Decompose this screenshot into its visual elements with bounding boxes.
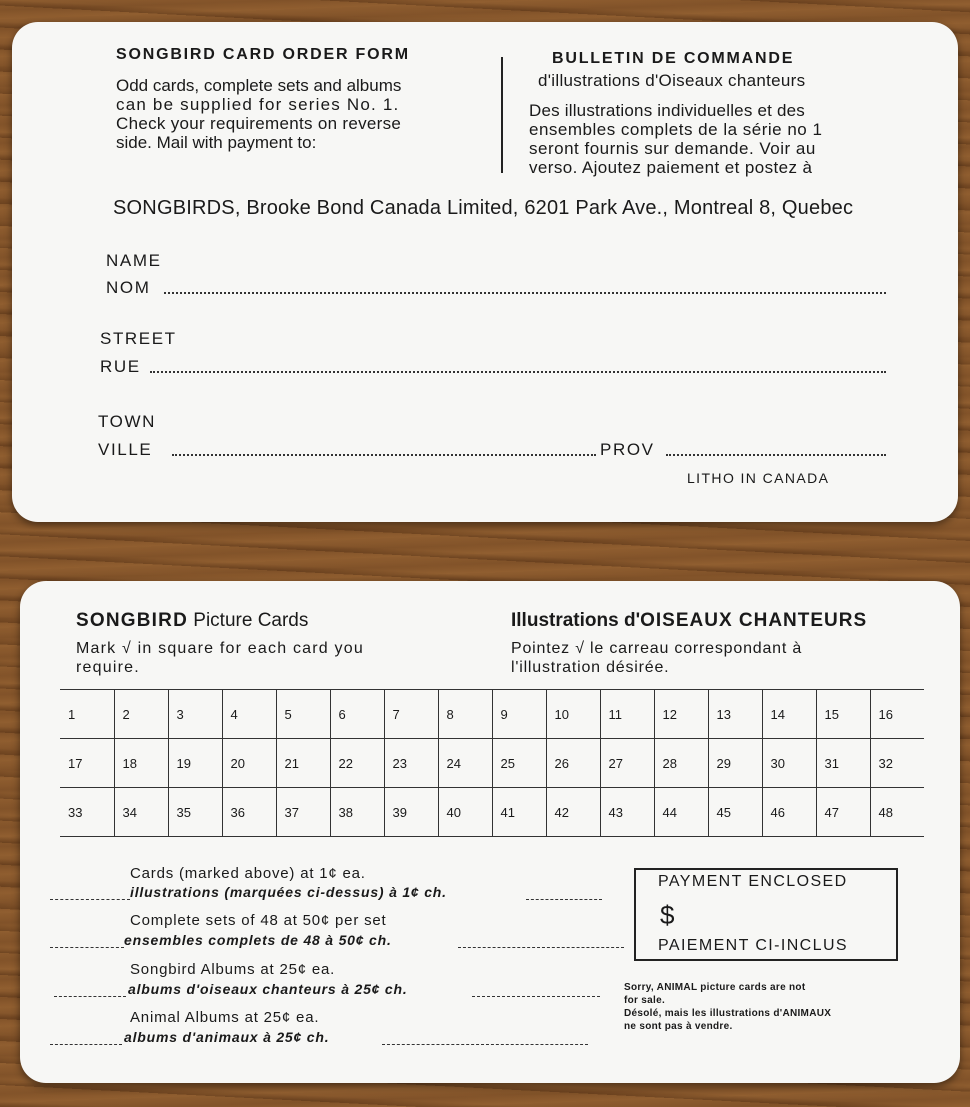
cards-total-field[interactable] bbox=[526, 899, 602, 900]
card-checkbox-16[interactable]: 16 bbox=[870, 690, 924, 739]
card-checkbox-41[interactable]: 41 bbox=[492, 788, 546, 837]
card-checkbox-5[interactable]: 5 bbox=[276, 690, 330, 739]
subheading-fr: d'illustrations d'Oiseaux chanteurs bbox=[538, 71, 806, 90]
card-checkbox-13[interactable]: 13 bbox=[708, 690, 762, 739]
card-checkbox-7[interactable]: 7 bbox=[384, 690, 438, 739]
nom-label: NOM bbox=[106, 278, 151, 297]
card-checkbox-44[interactable]: 44 bbox=[654, 788, 708, 837]
card-checkbox-28[interactable]: 28 bbox=[654, 739, 708, 788]
name-label: NAME bbox=[106, 251, 162, 270]
cards-line-fr: illustrations (marquées ci-dessus) à 1¢ ch. bbox=[130, 884, 447, 900]
note-line: Désolé, mais les illustrations d'ANIMAUX bbox=[624, 1008, 832, 1019]
body-fr-line: Des illustrations individuelles et des bbox=[529, 101, 805, 120]
order-form-front-card bbox=[12, 22, 958, 522]
street-label: STREET bbox=[100, 329, 177, 348]
body-fr-line: ensembles complets de la série no 1 bbox=[529, 120, 823, 139]
card-checkbox-20[interactable]: 20 bbox=[222, 739, 276, 788]
cards-line-en: Cards (marked above) at 1¢ ea. bbox=[130, 865, 366, 882]
town-field[interactable] bbox=[172, 454, 596, 456]
card-checkbox-25[interactable]: 25 bbox=[492, 739, 546, 788]
card-checkbox-18[interactable]: 18 bbox=[114, 739, 168, 788]
animal-cards-note bbox=[624, 981, 831, 1033]
songbird-albums-line-fr: albums d'oiseaux chanteurs à 25¢ ch. bbox=[128, 981, 408, 997]
back-sub-fr-line: l'illustration désirée. bbox=[511, 659, 670, 676]
grid-row bbox=[60, 690, 924, 739]
card-checkbox-46[interactable]: 46 bbox=[762, 788, 816, 837]
card-checkbox-39[interactable]: 39 bbox=[384, 788, 438, 837]
animal-albums-amount-field[interactable] bbox=[50, 1044, 122, 1045]
province-field[interactable] bbox=[666, 454, 886, 456]
grid-row bbox=[60, 739, 924, 788]
card-checkbox-10[interactable]: 10 bbox=[546, 690, 600, 739]
card-checkbox-1[interactable]: 1 bbox=[60, 690, 114, 739]
payment-box[interactable] bbox=[634, 868, 898, 961]
card-checkbox-38[interactable]: 38 bbox=[330, 788, 384, 837]
card-checkbox-40[interactable]: 40 bbox=[438, 788, 492, 837]
animal-albums-total-field[interactable] bbox=[382, 1044, 588, 1045]
back-sub-fr bbox=[511, 639, 802, 677]
card-checkbox-31[interactable]: 31 bbox=[816, 739, 870, 788]
card-checkbox-17[interactable]: 17 bbox=[60, 739, 114, 788]
card-checkbox-36[interactable]: 36 bbox=[222, 788, 276, 837]
town-label: TOWN bbox=[98, 412, 157, 431]
card-checkbox-34[interactable]: 34 bbox=[114, 788, 168, 837]
body-fr-line: seront fournis sur demande. Voir au bbox=[529, 139, 816, 158]
note-line: for sale. bbox=[624, 995, 666, 1006]
card-checkbox-6[interactable]: 6 bbox=[330, 690, 384, 739]
heading-fr: BULLETIN DE COMMANDE bbox=[552, 50, 795, 67]
sets-line-en: Complete sets of 48 at 50¢ per set bbox=[130, 912, 387, 929]
card-checkbox-14[interactable]: 14 bbox=[762, 690, 816, 739]
card-checkbox-37[interactable]: 37 bbox=[276, 788, 330, 837]
back-sub-en bbox=[76, 639, 364, 677]
ville-label: VILLE bbox=[98, 440, 153, 459]
body-en-line: Odd cards, complete sets and albums bbox=[116, 76, 402, 95]
card-checkbox-12[interactable]: 12 bbox=[654, 690, 708, 739]
animal-albums-line-fr: albums d'animaux à 25¢ ch. bbox=[124, 1029, 330, 1045]
card-checkbox-32[interactable]: 32 bbox=[870, 739, 924, 788]
body-fr bbox=[529, 101, 822, 177]
card-checkbox-26[interactable]: 26 bbox=[546, 739, 600, 788]
back-title-fr-prefix: Illustrations d' bbox=[511, 610, 641, 631]
body-en-line: can be supplied for series No. 1. bbox=[116, 95, 400, 114]
card-checkbox-47[interactable]: 47 bbox=[816, 788, 870, 837]
back-title-en-rest: Picture Cards bbox=[193, 610, 309, 631]
dollar-sign: $ bbox=[660, 900, 675, 930]
back-title-fr-main: OISEAUX CHANTEURS bbox=[640, 610, 868, 631]
litho-note: LITHO IN CANADA bbox=[687, 470, 830, 486]
card-checkbox-21[interactable]: 21 bbox=[276, 739, 330, 788]
back-sub-en-line: Mark √ in square for each card you bbox=[76, 640, 364, 657]
rue-label: RUE bbox=[100, 357, 141, 376]
body-en bbox=[116, 76, 401, 152]
heading-en: SONGBIRD CARD ORDER FORM bbox=[116, 46, 410, 63]
street-field[interactable] bbox=[150, 371, 886, 373]
cards-amount-field[interactable] bbox=[50, 899, 130, 900]
grid-row bbox=[60, 788, 924, 837]
sets-line-fr: ensembles complets de 48 à 50¢ ch. bbox=[124, 932, 392, 948]
card-checkbox-4[interactable]: 4 bbox=[222, 690, 276, 739]
card-checkbox-8[interactable]: 8 bbox=[438, 690, 492, 739]
card-checkbox-42[interactable]: 42 bbox=[546, 788, 600, 837]
songbird-albums-line-en: Songbird Albums at 25¢ ea. bbox=[130, 961, 336, 978]
sets-total-field[interactable] bbox=[458, 947, 624, 948]
back-sub-fr-line: Pointez √ le carreau correspondant à bbox=[511, 640, 803, 657]
card-checkbox-grid bbox=[60, 689, 924, 837]
back-title-en bbox=[76, 610, 308, 632]
name-field[interactable] bbox=[164, 292, 886, 294]
back-sub-en-line: require. bbox=[76, 659, 140, 676]
sets-amount-field[interactable] bbox=[50, 947, 124, 948]
card-checkbox-45[interactable]: 45 bbox=[708, 788, 762, 837]
card-checkbox-9[interactable]: 9 bbox=[492, 690, 546, 739]
songbird-albums-total-field[interactable] bbox=[472, 996, 600, 997]
card-checkbox-24[interactable]: 24 bbox=[438, 739, 492, 788]
body-fr-line: verso. Ajoutez paiement et postez à bbox=[529, 158, 813, 177]
card-checkbox-22[interactable]: 22 bbox=[330, 739, 384, 788]
card-checkbox-11[interactable]: 11 bbox=[600, 690, 654, 739]
card-checkbox-30[interactable]: 30 bbox=[762, 739, 816, 788]
column-divider bbox=[501, 57, 503, 173]
body-en-line: side. Mail with payment to: bbox=[116, 133, 317, 152]
order-form-back-card bbox=[20, 581, 960, 1083]
card-checkbox-3[interactable]: 3 bbox=[168, 690, 222, 739]
card-checkbox-43[interactable]: 43 bbox=[600, 788, 654, 837]
note-line: Sorry, ANIMAL picture cards are not bbox=[624, 982, 806, 993]
body-en-line: Check your requirements on reverse bbox=[116, 114, 402, 133]
back-title-fr bbox=[511, 610, 867, 632]
card-checkbox-15[interactable]: 15 bbox=[816, 690, 870, 739]
card-checkbox-2[interactable]: 2 bbox=[114, 690, 168, 739]
card-checkbox-23[interactable]: 23 bbox=[384, 739, 438, 788]
payment-enclosed-fr-label: PAIEMENT CI-INCLUS bbox=[658, 937, 848, 954]
prov-label: PROV bbox=[600, 440, 655, 459]
animal-albums-line-en: Animal Albums at 25¢ ea. bbox=[130, 1009, 320, 1026]
back-title-en-brand: SONGBIRD bbox=[76, 610, 188, 631]
songbird-albums-amount-field[interactable] bbox=[54, 996, 126, 997]
card-checkbox-29[interactable]: 29 bbox=[708, 739, 762, 788]
card-checkbox-48[interactable]: 48 bbox=[870, 788, 924, 837]
card-checkbox-19[interactable]: 19 bbox=[168, 739, 222, 788]
card-checkbox-27[interactable]: 27 bbox=[600, 739, 654, 788]
payment-enclosed-label: PAYMENT ENCLOSED bbox=[658, 873, 848, 890]
card-checkbox-33[interactable]: 33 bbox=[60, 788, 114, 837]
card-checkbox-35[interactable]: 35 bbox=[168, 788, 222, 837]
note-line: ne sont pas à vendre. bbox=[624, 1021, 733, 1032]
mailing-address: SONGBIRDS, Brooke Bond Canada Limited, 6201 Park Ave., Montreal 8, Quebec bbox=[113, 197, 854, 219]
